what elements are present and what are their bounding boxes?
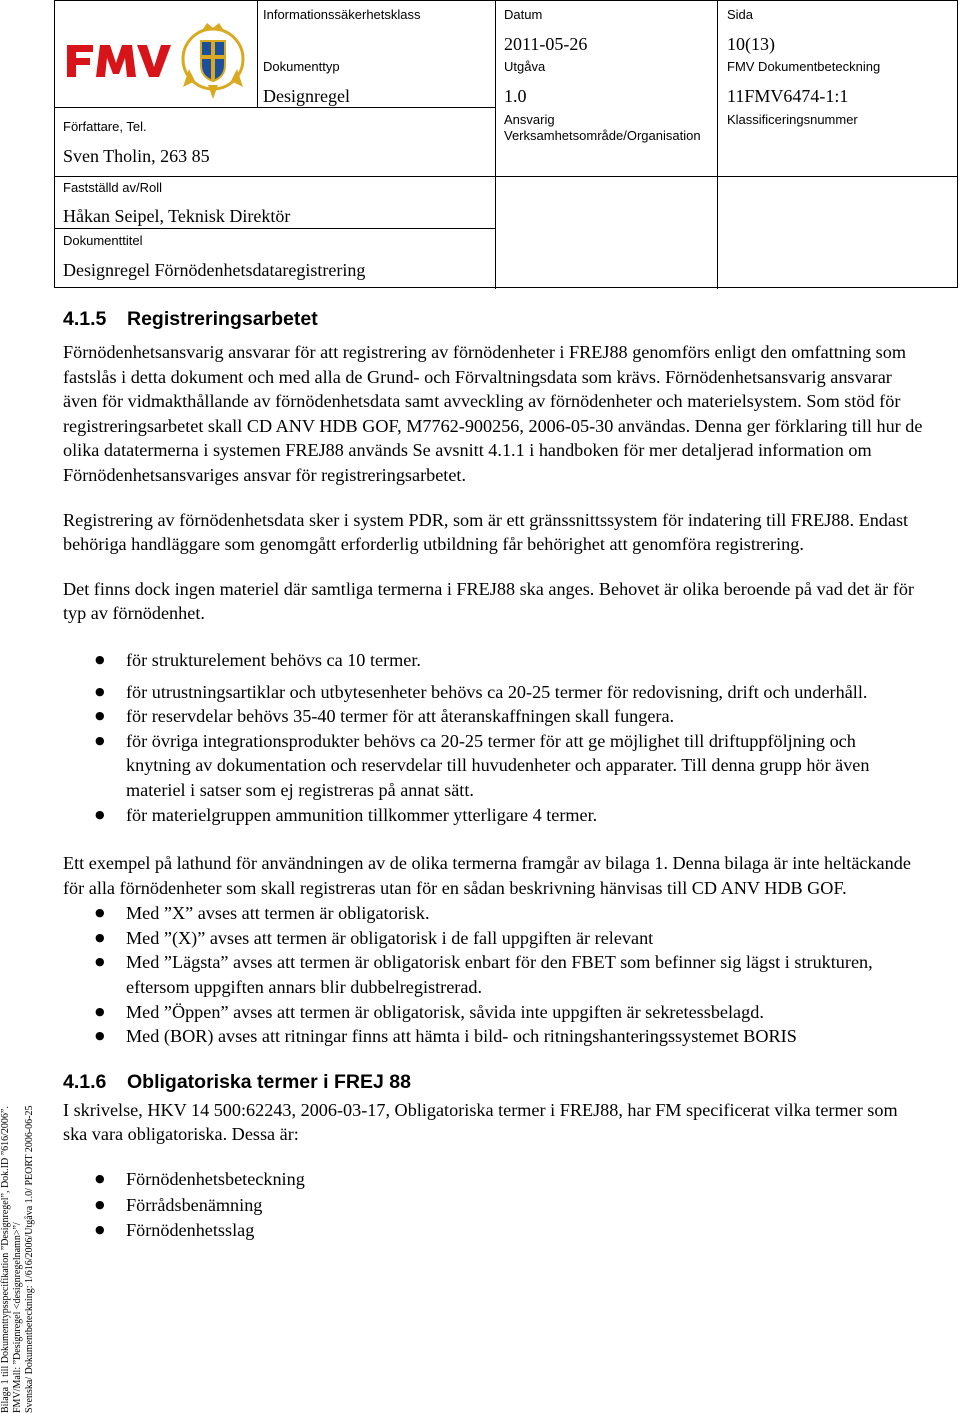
list-item: ● för utrustningsartiklar och utbytesenheter behövs ca 20-25 termer för redovisning, drift och underhåll. [63, 680, 923, 705]
paragraph: Registrering av förnödenhetsdata sker i system PDR, som är ett gränssnittssystem för indatering till FREJ88. Endast behöriga handläggare som genomgått erforderlig utbildning får behörighet att genomföra registrering. [63, 509, 909, 555]
list-item: ● Med ”Lägsta” avses att termen är obligatorisk enbart för den FBET som befinner sig lägst i strukturen, eftersom uppgiften annars blir dubbelregistrerad. [63, 950, 923, 999]
bullet-list [63, 901, 923, 1049]
doctype-label: Dokumenttyp [263, 59, 340, 74]
logo-text: FMV [63, 11, 66, 12]
paragraph: Det finns dock ingen materiel där samtliga termerna i FREJ88 ska anges. Behovet är olika beroende på vad det är för typ av förnödenhet. [63, 578, 914, 624]
bullet-list [63, 1167, 923, 1243]
list-item: ● för strukturelement behövs ca 10 termer. [63, 648, 923, 673]
paragraph: I skrivelse, HKV 14 500:62243, 2006-03-17, Obligatoriska termer i FREJ88, har FM specificerat vilka termer som ska vara obligatoriska. Dessa är: [63, 1099, 898, 1145]
bullet-list [63, 648, 923, 827]
list-item: ● Med ”X” avses att termen är obligatorisk. [63, 901, 923, 926]
list-item: ● för övriga integrationsprodukter behövs ca 20-25 termer för att ge möjlighet till driftuppföljning och knytning av dokumentation och reservdelar till huvudenheter och apparater. Till denna grupp hör även materiel i satser som ej registreras på annat sätt. [63, 729, 923, 803]
side-note-line: FMV/Mall: ”Designregel <designregelnamn>”/ [12, 1222, 23, 1413]
docref-value: 11FMV6474-1:1 [727, 86, 849, 106]
docref-label: FMV Dokumentbeteckning [727, 59, 881, 74]
page-value: 10(13) [727, 34, 775, 54]
list-item: ● Med (BOR) avses att ritningar finns att hämta i bild- och ritningshanteringssystemet BORIS [63, 1024, 923, 1049]
classification-label: Klassificeringsnummer [727, 112, 858, 127]
side-note [0, 1053, 36, 1413]
approved-value: Håkan Seipel, Teknisk Direktör [63, 206, 291, 226]
divider [55, 107, 495, 108]
fmv-logo [63, 11, 247, 107]
author-value: Sven Tholin, 263 85 [63, 146, 210, 166]
info-class-label: Informationssäkerhetsklass [263, 7, 421, 22]
divider [495, 1, 496, 289]
paragraph: Förnödenhetsansvarig ansvarar för att registrering av förnödenheter i FREJ88 genomförs enligt den omfattning som fastslås i detta dokument och med alla de Grund- och Förvaltningsdata som krävs. Förnödenhetsansvarig ansvarar även för vidmakthållande av förnödenhetsdata samt avveckling av förnödenheter och materielsystem. Som stöd för registreringsarbetet skall CD ANV HDB GOF, M7762-900256, 2006-05-30 användas. Denna ger förklaring till hur de olika datatermerna i systemen FREJ88 används Se avsnitt 4.1.1 i handboken för mer detaljerad information om Förnödenhetsansvariges ansvar för registreringsarbetet. [63, 342, 923, 485]
page-label: Sida [727, 7, 754, 22]
author-label: Författare, Tel. [63, 119, 147, 134]
document-header [54, 0, 958, 288]
list-item: ● för reservdelar behövs 35-40 termer för att återanskaffningen skall fungera. [63, 704, 923, 729]
list-item: ● Med ”Öppen” avses att termen är obligatorisk, såvida inte uppgiften är sekretessbelagd. [63, 1000, 923, 1025]
list-item: ● Förnödenhetsbeteckning [63, 1167, 923, 1192]
title-value: Designregel Förnödenhetsdataregistrering [63, 260, 366, 280]
edition-value: 1.0 [504, 86, 527, 106]
doctype-value: Designregel [263, 86, 350, 106]
divider [55, 176, 957, 177]
date-value: 2011-05-26 [504, 34, 588, 54]
divider [717, 1, 718, 289]
divider [257, 1, 258, 107]
date-label: Datum [504, 7, 543, 22]
approved-label: Fastställd av/Roll [63, 180, 162, 195]
responsible-label: Ansvarig Verksamhetsområde/Organisation [504, 112, 701, 143]
side-note-line: Svenska/ Dokumentbeteckning: 1/616/2006/Utgåva 1.0/ PEORT 2006-06-25 [24, 1105, 35, 1413]
section-heading: 4.1.6 Obligatoriska termer i FREJ 88 [63, 1070, 411, 1093]
paragraph: Ett exempel på lathund för användningen av de olika termerna framgår av bilaga 1. Denna bilaga är inte heltäckande för alla förnödenheter som skall registreras utan för en sådan beskrivning hänvisas till CD ANV HDB GOF. [63, 853, 911, 898]
edition-label: Utgåva [504, 59, 546, 74]
divider [55, 228, 495, 229]
list-item: ● för materielgruppen ammunition tillkommer ytterligare 4 termer. [63, 803, 923, 828]
list-item: ● Förrådsbenämning [63, 1193, 923, 1218]
list-item: ● Förnödenhetsslag [63, 1218, 923, 1243]
document-body [63, 306, 923, 1243]
side-note-line: Bilaga 1 till Dokumenttypsspecifikation ”Designregel”, Dok.ID ”616/2006”. [0, 1106, 11, 1413]
section-heading: 4.1.5 Registreringsarbetet [63, 308, 318, 330]
list-item: ● Med ”(X)” avses att termen är obligatorisk i de fall uppgiften är relevant [63, 926, 923, 951]
title-label: Dokumenttitel [63, 233, 143, 248]
